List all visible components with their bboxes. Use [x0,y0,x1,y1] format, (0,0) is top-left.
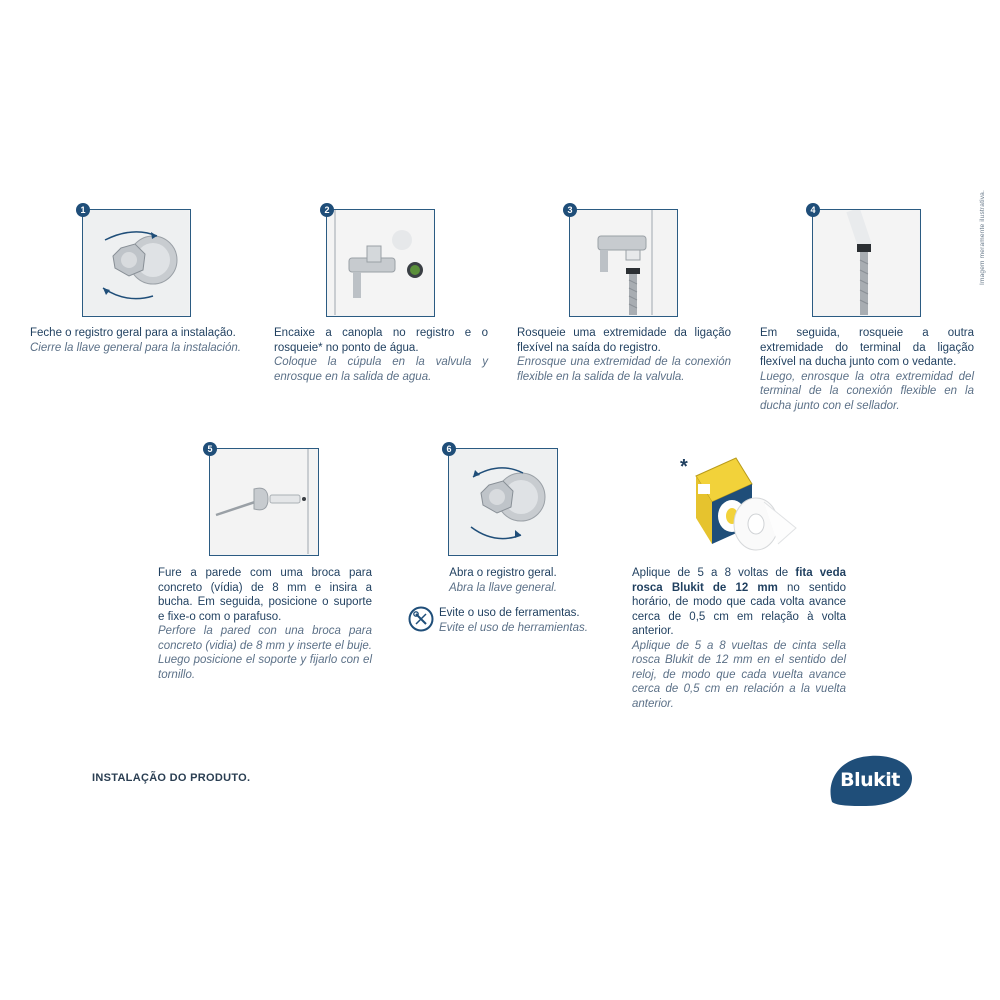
step-1-text [30,326,244,355]
step-6-image [448,448,558,556]
footer-title: INSTALAÇÃO DO PRODUTO. [92,772,251,784]
step-4-number: 4 [806,203,820,217]
step-5-text [158,566,372,682]
step-3-pt: Rosqueie uma extremidade da ligação flexível na saída do registro. [517,327,731,354]
step-3-number: 3 [563,203,577,217]
step-4-pt: Em seguida, rosqueie a outra extremidade do terminal da ligação flexível na ducha junto com o vedante. [760,327,974,368]
tape-pt-post: no sentido horário, de modo que cada volta avance cerca de 0,5 cm em relação à volta anterior. [632,581,847,637]
tape-text [632,566,846,711]
step-1-number: 1 [76,203,90,217]
logo-text: Blukit [840,769,900,791]
step-5-es: Perfore la pared con una broca para concreto (vidia) de 8 mm y inserte el buje. Luego posicione el soporte y fijarlo con el tornillo. [158,625,372,681]
step-4-text [760,326,974,413]
tape-pt-pre: Aplique de 5 a 8 voltas de [632,567,796,579]
tape-pt [632,566,846,639]
step-1-pt: Feche o registro geral para a instalação. [30,327,236,339]
tape-pt-bold: fita veda rosca Blukit de 12 mm [632,567,846,594]
step-3-text [517,326,731,384]
flexible-hose-valve-icon [570,210,676,315]
warning-text [439,606,619,635]
shower-hose-icon [813,210,919,315]
step-3-es: Enrosque una extremidad de la conexión flexible en la salida de la valvula. [517,356,731,383]
valve-knob-icon [83,210,189,315]
wall-support-screw-icon [210,449,317,554]
step-6-es: Abra la llave general. [448,581,558,594]
valve-open-icon [449,449,556,554]
step-6-pt: Abra o registro geral. [449,567,557,579]
canopy-valve-icon [327,210,433,315]
illustrative-note: Imagem meramente ilustrativa. [979,190,986,286]
step-2-image [326,209,435,317]
step-5-number: 5 [203,442,217,456]
step-2-text [274,326,488,384]
step-2-pt: Encaixe a canopla no registro e o rosqueie* no ponto de água. [274,327,488,354]
step-5-pt: Fure a parede com uma broca para concreto (vídia) de 8 mm e insira a bucha. Em seguida, posicione o suporte e fixe-o com o parafuso. [158,567,372,623]
step-5-image [209,448,319,556]
tape-es: Aplique de 5 a 8 vueltas de cinta sella rosca Blukit de 12 mm en el sentido del reloj, de modo que cada vuelta avance cerca de 0,5 cm en relación a la vuelta anterior. [632,639,846,710]
step-4-image [812,209,921,317]
step-1-image [82,209,191,317]
step-2-es: Coloque la cúpula en la valvula y enrosque en la salida de agua. [274,356,488,383]
step-2-number: 2 [320,203,334,217]
blukit-logo [826,752,914,808]
step-6-number: 6 [442,442,456,456]
tape-asterisk: * [680,456,688,478]
no-tools-icon [408,606,434,632]
thread-seal-tape-icon [692,454,800,558]
warning-pt: Evite o uso de ferramentas. [439,607,580,619]
warning-es: Evite el uso de herramientas. [439,621,588,634]
step-3-image [569,209,678,317]
step-1-es: Cierre la llave general para la instalación. [30,341,241,354]
step-4-es: Luego, enrosque la otra extremidad del terminal de la conexión flexible en la ducha junto con el sellador. [760,370,974,412]
step-6-text [418,566,588,595]
